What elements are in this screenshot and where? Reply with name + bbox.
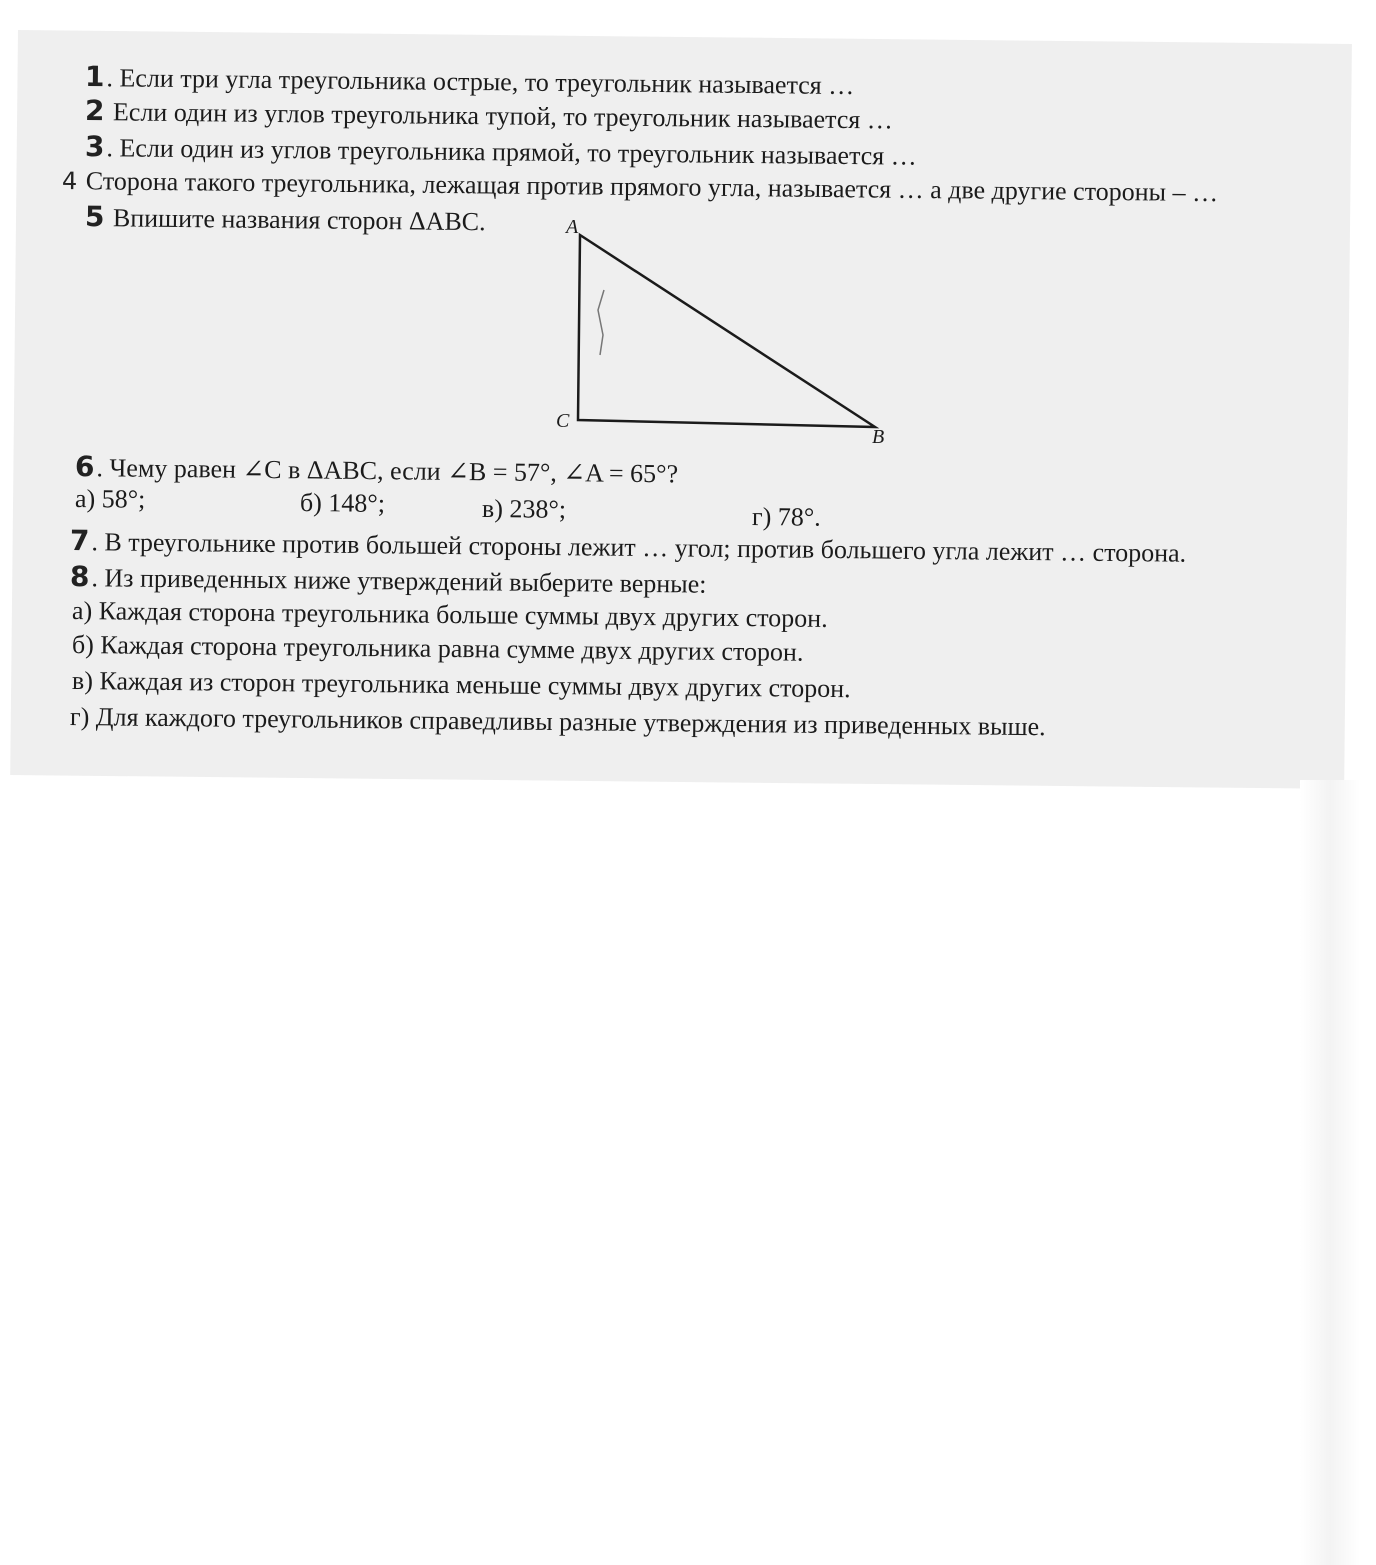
question-text: Если один из углов треугольника тупой, то треугольник называется …	[106, 97, 893, 135]
question-text: . Чему равен ∠C в ΔABC, если ∠B = 57°, ∠A = 65°?	[96, 453, 679, 489]
question-number: 6	[74, 450, 95, 484]
q6-option-d: г) 78°.	[751, 502, 821, 532]
question-6	[75, 452, 678, 489]
pencil-mark	[598, 290, 604, 355]
vertex-label-a: A	[566, 216, 579, 238]
triangle-abc-figure	[540, 215, 900, 455]
question-number: 8	[69, 560, 90, 594]
vertex-label-c: C	[556, 410, 570, 432]
question-text: . Из приведенных ниже утверждений выберите верные:	[91, 563, 707, 599]
q8-option-b: б) Каждая сторона треугольника равна сумме двух других сторон.	[71, 630, 804, 667]
question-number: 4	[61, 167, 78, 196]
question-5	[85, 202, 486, 237]
q8-option-a: а) Каждая сторона треугольника больше суммы двух других сторон.	[71, 596, 828, 633]
vertex-label-b: B	[872, 426, 885, 448]
triangle-shape	[578, 235, 875, 427]
q8-option-c: в) Каждая из сторон треугольника меньше суммы двух других сторон.	[71, 666, 851, 704]
question-text: . В треугольнике против большей стороны лежит … угол; против большего угла лежит … сторона.	[91, 527, 1187, 568]
question-text: . Если три угла треугольника острые, то треугольник называется …	[106, 63, 855, 101]
paper-edge-shadow	[1300, 780, 1360, 1565]
q6-option-b: б) 148°;	[299, 488, 386, 518]
question-text: Впишите названия сторон ΔABC.	[106, 203, 486, 237]
question-text: Сторона такого треугольника, лежащая против прямого угла, называется … а две другие стороны – …	[79, 166, 1219, 208]
question-8	[70, 562, 707, 600]
q8-option-d: г) Для каждого треугольников справедливы разные утверждения из приведенных выше.	[69, 702, 1046, 742]
q6-option-a: а) 58°;	[74, 484, 146, 514]
question-number: 2	[84, 94, 105, 128]
q6-option-c: в) 238°;	[481, 494, 567, 524]
question-number: 3	[84, 130, 105, 164]
question-number: 1	[84, 60, 105, 94]
question-number: 5	[84, 200, 105, 234]
question-number: 7	[69, 524, 90, 558]
question-text: . Если один из углов треугольника прямой, то треугольник называется …	[106, 133, 917, 171]
